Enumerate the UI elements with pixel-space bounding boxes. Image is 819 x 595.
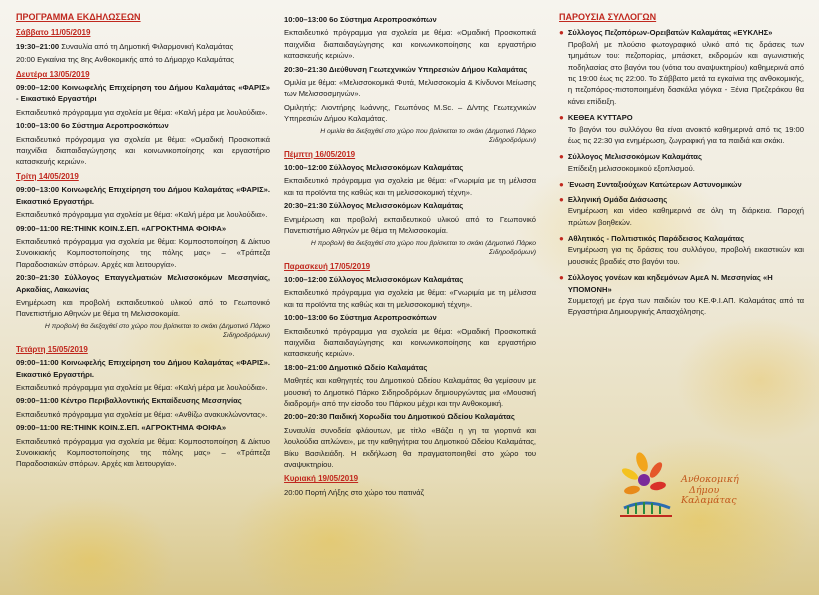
club-name: ΚΕΘΕΑ ΚΥΤΤΑΡΟ bbox=[567, 113, 633, 123]
club-body bbox=[568, 27, 804, 109]
club-description: Συμμετοχή με έργα των παιδιών του ΚΕ.Φ.Ι.ΑΠ. Καλαμάτας από τα Εργαστήρια Δημιουργικής Απασχόλησης. bbox=[567, 295, 804, 317]
event-entry bbox=[284, 77, 536, 100]
event-entry bbox=[16, 41, 270, 52]
event-text: Εκπαιδευτικό πρόγραμμα για σχολεία με θέμα: «Καλή μέρα με λουλούδια». bbox=[16, 382, 268, 392]
day-heading: Σάββατο 11/05/2019 bbox=[16, 28, 91, 38]
bullet-icon: ● bbox=[559, 233, 564, 243]
day-list bbox=[284, 149, 536, 499]
club-entry bbox=[559, 151, 804, 176]
event-entry bbox=[284, 214, 536, 237]
club-body bbox=[568, 194, 804, 230]
event-entry bbox=[284, 14, 536, 25]
event-heading: 20:30–21:30 Διεύθυνση Γεωτεχνικών Υπηρεσιών Δήμου Καλαμάτας bbox=[284, 64, 528, 74]
event-entry bbox=[16, 357, 270, 380]
event-entry bbox=[284, 362, 536, 373]
event-entry bbox=[16, 382, 270, 393]
event-entry bbox=[16, 134, 270, 168]
event-entry bbox=[16, 223, 270, 234]
event-entry bbox=[16, 120, 270, 131]
club-description: Ενημέρωση και video καθημερινά σε όλη τη διάρκεια. Παροχή πρώτων βοηθειών. bbox=[567, 206, 804, 227]
club-entry bbox=[559, 272, 804, 320]
event-text: Ομιλία με θέμα: «Μελισσοκομικά Φυτά, Μελισσοκομία & Κίνδυνοι Μείωσης των Μελισσοσμηνών». bbox=[284, 78, 536, 99]
event-entry bbox=[16, 436, 270, 470]
club-description: Το βαγόνι του συλλόγου θα είναι ανοικτό καθημερινά από τις 19:00 έως τις 22:30 για ενημέρωση, ζωγραφική για τα παιδιά και σκάκι. bbox=[567, 124, 804, 146]
club-entry bbox=[559, 179, 804, 190]
event-note: Η προβολή θα διεξαχθεί στο χώρο που βρίσκεται το σκάκι (Δημοτικό Πάρκο Σιδηροδρόμων) bbox=[310, 239, 536, 256]
club-body bbox=[568, 272, 804, 320]
event-entry bbox=[284, 312, 536, 323]
club-description: Ενημέρωση για τις δράσεις του συλλόγου, προβολή εικαστικών και μουσικές βραδιές στο βαγόνι του. bbox=[567, 245, 804, 266]
event-entry bbox=[16, 184, 270, 207]
event-entry bbox=[16, 395, 270, 406]
day-list bbox=[16, 27, 270, 469]
event-heading: 09:00–12:00 Κοινωφελής Επιχείρηση του Δήμου Καλαμάτας «ΦΑΡΙΣ» - Εικαστικό Εργαστήρι bbox=[16, 83, 270, 104]
event-text: Εκπαιδευτικό πρόγραμμα για σχολεία με θέμα: «Καλή μέρα με λουλούδια». bbox=[16, 107, 268, 117]
event-text: 20:00 Πορτή Λήξης στο χώρο του πατινάζ bbox=[284, 487, 425, 497]
event-entry bbox=[16, 297, 270, 320]
event-heading: 18:00–21:00 Δημοτικό Ωδείο Καλαμάτας bbox=[284, 362, 428, 372]
day-heading: Τρίτη 14/05/2019 bbox=[16, 171, 79, 181]
event-text: Ομιλητής: Λιοντήρης Ιωάννης, Γεωπόνος M.Sc. – Δ/ντης Γεωτεχνικών Υπηρεσιών Δήμου Καλαμάτας. bbox=[284, 102, 536, 124]
event-entry bbox=[16, 82, 270, 105]
day-heading: Τετάρτη 15/05/2019 bbox=[16, 344, 88, 354]
club-body bbox=[568, 151, 804, 176]
event-text: Συναυλία από τη Δημοτική Φιλαρμονική Καλαμάτας bbox=[59, 41, 234, 51]
event-heading: 10:00–13:00 6ο Σύστημα Αεροπροσκόπων bbox=[284, 313, 437, 323]
continued-events bbox=[284, 14, 536, 125]
event-heading: 10:00–13:00 6ο Σύστημα Αεροπροσκόπων bbox=[16, 121, 169, 131]
event-heading: 10:00–13:00 6ο Σύστημα Αεροπροσκόπων bbox=[284, 15, 437, 24]
club-entry bbox=[559, 194, 804, 230]
event-entry bbox=[16, 422, 270, 433]
event-heading: 19:30–21:00 bbox=[16, 41, 60, 51]
event-entry bbox=[16, 54, 270, 65]
event-heading: 10:00–12:00 Σύλλογος Μελισσοκόμων Καλαμάτας bbox=[284, 274, 464, 284]
event-entry bbox=[284, 411, 536, 422]
bullet-icon: ● bbox=[559, 180, 564, 190]
club-name: Ένωση Συνταξιούχων Κατώτερων Αστυνομικών bbox=[567, 180, 742, 190]
event-heading: 09:00–11:00 RE:THINK ΚΟΙΝ.Σ.ΕΠ. «ΑΓΡΟΚΤΗΜΑ ΦΟΙΦΑ» bbox=[16, 423, 227, 433]
event-entry bbox=[284, 274, 536, 285]
club-name: Σύλλογος Μελισσοκόμων Καλαμάτας bbox=[567, 152, 702, 162]
clubs-column bbox=[559, 12, 804, 323]
club-description: Επίδειξη μελισσοκομικού εξοπλισμού. bbox=[567, 163, 695, 173]
event-note: Η προβολή θα διεξαχθεί στο χώρο που βρίσκεται το σκάκι (Δημοτικό Πάρκο Σιδηροδρόμων) bbox=[44, 322, 270, 339]
event-text: Εκπαιδευτικό πρόγραμμα για σχολεία με θέμα: «Γνωριμία με τη μέλισσα και τα προϊόντα της καθώς και τη μελισσοκομική τέχνη». bbox=[284, 288, 536, 309]
event-entry bbox=[16, 209, 270, 220]
club-entry bbox=[559, 233, 804, 269]
event-entry bbox=[284, 200, 536, 211]
day-heading: Παρασκευή 17/05/2019 bbox=[284, 261, 371, 271]
club-name: Ελληνική Ομάδα Διάσωσης bbox=[567, 194, 668, 204]
program-column-2 bbox=[284, 14, 536, 500]
bullet-icon: ● bbox=[559, 28, 564, 38]
event-entry bbox=[284, 487, 536, 498]
club-name: Σύλλογος γονέων και κηδεμόνων ΑμεΑ Ν. Μεσσηνίας «Η ΥΠΟΜΟΝΗ» bbox=[567, 273, 773, 294]
event-text: 20:00 Εγκαίνια της 8ης Ανθοκομικής από το Δήμαρχο Καλαμάτας bbox=[16, 55, 234, 65]
club-name: Σύλλογος Πεζοπόρων-Ορειβατών Καλαμάτας «ΕΥΚΛΗΣ» bbox=[567, 28, 773, 38]
bullet-icon: ● bbox=[559, 152, 564, 162]
event-text: Εκπαιδευτικό πρόγραμμα για σχολεία με θέμα: «Ανθίζω ανακυκλώνοντας». bbox=[16, 409, 268, 419]
event-text: Εκπαιδευτικό πρόγραμμα για σχολεία με θέμα: Κομποστοποίηση & Δίκτυο Συνοικιακής Κομποστοποίησης της πόλης μας» – «Τράπεζα Παραδοσιακών σπόρων. Αρχές και λειτουργία». bbox=[16, 236, 270, 269]
event-entry bbox=[16, 409, 270, 420]
bullet-icon: ● bbox=[559, 113, 564, 123]
event-entry bbox=[284, 102, 536, 125]
event-heading: 09:00–13:00 Κοινωφελής Επιχείρηση του Δήμου Καλαμάτας «ΦΑΡΙΣ». Εικαστικό Εργαστήρι. bbox=[16, 185, 270, 206]
club-entry bbox=[559, 27, 804, 109]
club-body bbox=[568, 112, 804, 148]
event-entry bbox=[284, 326, 536, 360]
program-column-1 bbox=[16, 12, 270, 472]
event-entry bbox=[16, 107, 270, 118]
event-entry bbox=[284, 375, 536, 409]
day-heading: Κυριακή 19/05/2019 bbox=[284, 474, 359, 484]
event-text: Συναυλία συνοδεία φλάουτων, με τίτλο «Βάζει η γη τα γιορτινά και λουλούδια απλώνει», με την καθηγήτρια του Δημοτικού Ωδείου Καλαμάτας, Βίκυ Βασιλειάδη. Η εκδήλωση θα πραγματοποιηθεί στο χώρο του αναψυκτηρίου. bbox=[284, 425, 536, 469]
event-entry bbox=[16, 236, 270, 270]
event-entry bbox=[284, 64, 536, 75]
day-heading: Δευτέρα 13/05/2019 bbox=[16, 69, 90, 79]
event-heading: 10:00–12:00 Σύλλογος Μελισσοκόμων Καλαμάτας bbox=[284, 163, 464, 173]
event-text: Εκπαιδευτικό πρόγραμμα για σχολεία με θέμα: Κομποστοποίηση & Δίκτυο Συνοικιακής Κομποστοποίησης της πόλης μας» – «Τράπεζα Παραδοσιακών σπόρων. Αρχές και λειτουργία». bbox=[16, 436, 270, 469]
club-entry bbox=[559, 112, 804, 148]
logo-text: Ανθοκομική Δήμου Καλαμάτας bbox=[681, 474, 739, 506]
event-text: Μαθητές και καθηγητές του Δημοτικού Ωδείου Καλαμάτας θα γεμίσουν με μουσική το Δημοτικό Πάρκο Σιδηροδρόμων δημιουργώντας μια «Μουσική διαδρομή» από την είσοδο του Πάρκου μέχρι και την Ανθοκομική. bbox=[284, 376, 536, 408]
event-text: Εκπαιδευτικό πρόγραμμα για σχολεία με θέμα: «Ομαδική Προσκοπικά παιχνίδια διαπαιδαγώγησης και κοινωνικοποίησης και εργαστήριο κατασκευής κεριών». bbox=[284, 326, 536, 359]
club-body bbox=[568, 179, 804, 190]
event-entry bbox=[284, 425, 536, 471]
event-heading: 09:00–11:00 Κέντρο Περιβαλλοντικής Εκπαίδευσης Μεσσηνίας bbox=[16, 396, 242, 406]
club-name: Αθλητικός - Πολιτιστικός Παράδεισος Καλαμάτας bbox=[567, 233, 745, 243]
event-text: Ενημέρωση και προβολή εκπαιδευτικού υλικού από το Γεωπονικό Πανεπιστήμιο Αθηνών με θέμα τη Μελισσοκομία. bbox=[284, 214, 536, 236]
event-entry bbox=[284, 27, 536, 61]
bullet-icon: ● bbox=[559, 273, 564, 283]
event-text: Εκπαιδευτικό πρόγραμμα για σχολεία με θέμα: «Καλή μέρα με λουλούδια». bbox=[16, 210, 268, 220]
day-heading: Πέμπτη 16/05/2019 bbox=[284, 149, 356, 159]
event-text: Εκπαιδευτικό πρόγραμμα για σχολεία με θέμα: «Ομαδική Προσκοπικά παιχνίδια διαπαιδαγώγησης και κοινωνικοποίησης και εργαστήριο κατασκευής κεριών». bbox=[284, 28, 536, 61]
event-text: Εκπαιδευτικό πρόγραμμα για σχολεία με θέμα: «Ομαδική Προσκοπικά παιχνίδια διαπαιδαγώγησης και κοινωνικοποίησης και εργαστήριο κατασκευής κεριών». bbox=[16, 134, 270, 167]
club-body bbox=[568, 233, 804, 269]
event-note: Η ομιλία θα διεξαχθεί στο χώρο που βρίσκεται το σκάκι (Δημοτικό Πάρκο Σιδηροδρόμων) bbox=[320, 127, 536, 144]
event-entry bbox=[284, 175, 536, 198]
event-heading: 20:30–21:30 Σύλλογος Επαγγελματιών Μελισσοκόμων Μεσσηνίας, Αρκαδίας, Λακωνίας bbox=[16, 273, 270, 294]
flower-logo-icon bbox=[612, 448, 680, 528]
club-description: Προβολή με πλούσιο φωτογραφικό υλικό από τις δράσεις των τμημάτων του: πεζοπορίας, μπάσκετ, εκδρομών και αγωνιστικής ποδηλασίας στο βαγόνι του (νότια του αναψυκτηρίου) καθημερινά από τις 19:00 έως τις 22:00. Το Σάββατο μετά τα εγκαίνια της ανθοκομικής, η πεζοπόρος-πιστοποιημένη δασκάλα γιόγκα - Ξένια Πρεζεράκου θα κάνει επίδειξη. bbox=[567, 39, 804, 106]
event-text: Εκπαιδευτικό πρόγραμμα για σχολεία με θέμα: «Γνωριμία με τη μέλισσα και τα προϊόντα της καθώς και τη μελισσοκομική τέχνη». bbox=[284, 176, 536, 197]
event-entry bbox=[284, 162, 536, 173]
event-heading: 20:30–21:30 Σύλλογος Μελισσοκόμων Καλαμάτας bbox=[284, 201, 464, 211]
clubs-title: ΠΑΡΟΥΣΙΑ ΣΥΛΛΟΓΩΝ bbox=[559, 12, 657, 22]
event-heading: 09:00–11:00 Κοινωφελής Επιχείρηση του Δήμου Καλαμάτας «ΦΑΡΙΣ». Εικαστικό Εργαστήρι. bbox=[16, 358, 270, 379]
event-heading: 20:00–20:30 Παιδική Χορωδία του Δημοτικού Ωδείου Καλαμάτας bbox=[284, 412, 515, 422]
bullet-icon: ● bbox=[559, 194, 564, 204]
event-entry bbox=[284, 287, 536, 310]
event-entry bbox=[16, 272, 270, 295]
program-title: ΠΡΟΓΡΑΜΜΑ ΕΚΔΗΛΩΣΕΩΝ bbox=[16, 12, 141, 22]
festival-logo bbox=[612, 448, 752, 528]
event-heading: 09:00–11:00 RE:THINK ΚΟΙΝ.Σ.ΕΠ. «ΑΓΡΟΚΤΗΜΑ ΦΟΙΦΑ» bbox=[16, 223, 227, 233]
club-list bbox=[559, 27, 804, 319]
event-text: Ενημέρωση και προβολή εκπαιδευτικού υλικού από το Γεωπονικό Πανεπιστήμιο Αθηνών με θέμα τη Μελισσοκομία. bbox=[16, 297, 270, 319]
